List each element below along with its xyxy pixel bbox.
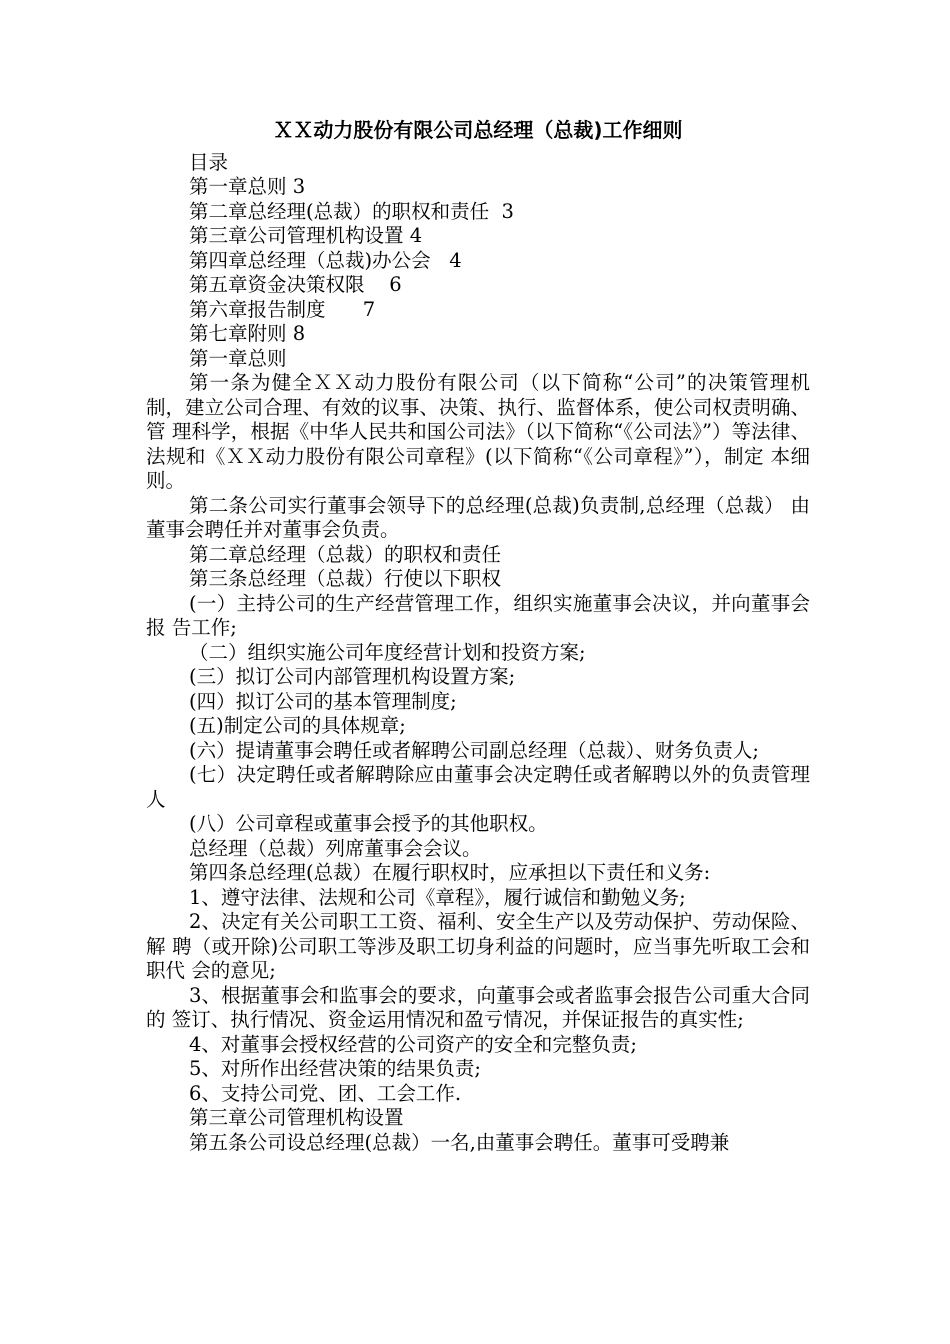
duty-item-3: 3、根据董事会和监事会的要求，向董事会或者监事会报告公司重大合同的 签订、执行情况、资金运用情况和盈亏情况，并保证报告的真实性;	[146, 983, 810, 1031]
document-title: ＸＸ动力股份有限公司总经理（总裁)工作细则	[273, 118, 683, 142]
toc-item-5: 第五章资金决策权限 6	[189, 273, 402, 296]
power-item-7: (七）决定聘任或者解聘除应由董事会决定聘任或者解聘以外的负责管理人	[146, 763, 810, 811]
power-item-5: (五)制定公司的具体规章;	[189, 714, 406, 737]
article-3: 第三条总经理（总裁）行使以下职权	[189, 567, 502, 590]
toc-item-7: 第七章附则 8	[189, 322, 306, 345]
article-4: 第四条总经理(总裁）在履行职权时，应承担以下责任和义务:	[189, 861, 711, 884]
toc-item-6: 第六章报告制度 7	[189, 297, 376, 321]
duty-item-6: 6、支持公司党、团、工会工作.	[189, 1081, 462, 1105]
duty-item-1: 1、遵守法律、法规和公司《章程》，履行诚信和勤勉义务;	[189, 885, 686, 909]
article-5: 第五条公司设总经理(总裁）一名,由董事会聘任。董事可受聘兼	[189, 1130, 730, 1154]
power-item-6: (六）提请董事会聘任或者解聘公司副总经理（总裁）、财务负责人;	[189, 738, 759, 762]
toc-item-3: 第三章公司管理机构设置 4	[189, 224, 423, 247]
duty-item-4: 4、对董事会授权经营的公司资产的安全和完整负责;	[189, 1032, 637, 1056]
document-page	[146, 118, 810, 1155]
power-item-4: (四）拟订公司的基本管理制度;	[189, 689, 457, 713]
chapter-3-heading: 第三章公司管理机构设置	[189, 1106, 404, 1129]
toc-item-1: 第一章总则 3	[189, 175, 306, 198]
article-2: 第二条公司实行董事会领导下的总经理(总裁)负责制,总经理（总裁） 由董事会聘任并对董事会负责。	[146, 493, 810, 541]
attend-board-note: 总经理（总裁）列席董事会会议。	[189, 836, 482, 860]
power-item-3: (三）拟订公司内部管理机构设置方案;	[189, 665, 516, 688]
duty-item-5: 5、对所作出经营决策的结果负责;	[189, 1057, 481, 1080]
chapter-1-heading: 第一章总则	[189, 346, 287, 370]
toc-heading: 目录	[189, 150, 229, 174]
power-item-2: （二）组织实施公司年度经营计划和投资方案;	[189, 640, 586, 664]
toc-item-2: 第二章总经理(总裁）的职权和责任 3	[189, 199, 514, 223]
chapter-2-heading: 第二章总经理（总裁）的职权和责任	[189, 542, 502, 566]
duty-item-2: 2、决定有关公司职工工资、福利、安全生产以及劳动保护、劳动保险、解 聘（或开除)公司职工等涉及职工切身利益的问题时，应当事先听取工会和职代 会的意见;	[146, 910, 810, 982]
toc-item-4: 第四章总经理（总裁)办公会 4	[189, 248, 462, 272]
power-item-8: (八）公司章程或董事会授予的其他职权。	[189, 812, 548, 835]
article-1: 第一条为健全ＸＸ动力股份有限公司（以下简称“公司”的决策管理机 制，建立公司合理、有效的议事、决策、执行、监督体系，使公司权责明确、管 理科学，根据《中华人民共和国公司法》（以下简称“《公司法》”）等法律、 法规和《ＸＸ动力股份有限公司章程》(以下简称“《公司章程》”），制定 本细则。	[146, 371, 810, 492]
power-item-1: (一）主持公司的生产经营管理工作，组织实施董事会决议，并向董事会报 告工作;	[146, 591, 810, 639]
